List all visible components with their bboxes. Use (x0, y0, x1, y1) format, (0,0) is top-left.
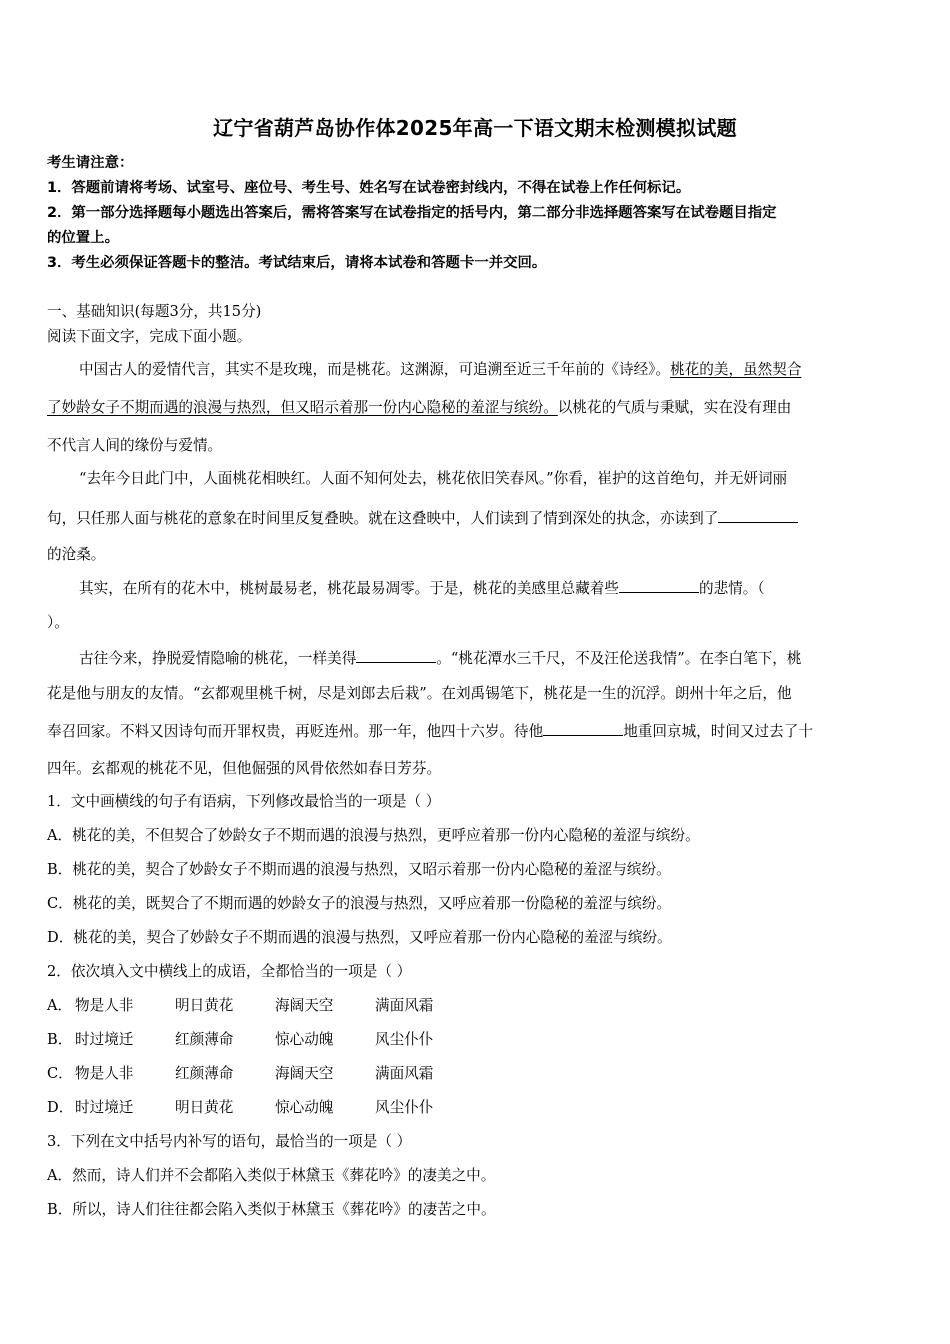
option-word: 物是人非 (75, 1065, 134, 1082)
passage-line: 花是他与朋友的友情。“玄都观里桃千树，尽是刘郎去后栽”。在刘禹锡笔下，桃花是一生的沉浮。朗州十年之后，他 (47, 685, 792, 702)
passage-line (47, 398, 907, 418)
fill-blank (543, 721, 623, 736)
question-option[interactable]: D．桃花的美，契合了妙龄女子不期而遇的浪漫与热烈，又呼应着那一份内心隐秘的羞涩与缤纷。 (47, 929, 672, 946)
passage-text: 句，只任那人面与桃花的意象在时间里反复叠映。就在这叠映中，人们读到了情到深处的执念，亦读到了 (47, 510, 719, 527)
question-option[interactable] (47, 1064, 907, 1084)
passage-line (47, 508, 907, 529)
question-stem: 1．文中画横线的句子有语病，下列修改最恰当的一项是（ ） (47, 793, 441, 810)
option-word: 时过境迁 (75, 1031, 134, 1048)
notice-item: 1．答题前请将考场、试室号、座位号、考生号、姓名写在试卷密封线内，不得在试卷上作任何标记。 (47, 180, 691, 196)
passage-text: 的悲情。（ (698, 580, 765, 597)
passage-text: 。“桃花潭水三千尺，不及汪伦送我情”。在李白笔下，桃 (436, 650, 802, 667)
notice-item: 2．第一部分选择题每小题选出答案后，需将答案写在试卷指定的括号内，第二部分非选择题答案写在试卷题目指定 (47, 205, 777, 221)
question-option[interactable] (47, 1098, 907, 1118)
passage-text: 其实，在所有的花木中，桃树最易老，桃花最易凋零。于是，桃花的美感里总藏着些 (79, 580, 619, 597)
passage-line: 四年。玄都观的桃花不见，但他倔强的风骨依然如春日芳芬。 (47, 760, 442, 777)
question-option[interactable]: B．桃花的美，契合了妙龄女子不期而遇的浪漫与热烈，又昭示着那一份内心隐秘的羞涩与缤纷。 (47, 861, 671, 878)
passage-line: 不代言人间的缘份与爱情。 (47, 437, 223, 454)
passage-line: 的沧桑。 (47, 546, 106, 563)
option-word: 时过境迁 (75, 1099, 134, 1116)
passage-line (47, 721, 907, 742)
page-title: 辽宁省葫芦岛协作体2025年高一下语文期末检测模拟试题 (213, 116, 737, 140)
passage-text: 古往今来，挣脱爱情隐喻的桃花，一样美得 (79, 650, 357, 667)
option-word: 惊心动魄 (275, 1099, 334, 1116)
question-option[interactable]: B．所以，诗人们往往都会陷入类似于林黛玉《葬花吟》的凄苦之中。 (47, 1201, 496, 1218)
passage-text: 以桃花的气质与秉赋，实在没有理由 (557, 399, 792, 416)
fill-blank (619, 578, 699, 593)
option-label: D． (47, 1099, 74, 1116)
question-option[interactable]: A．桃花的美，不但契合了妙龄女子不期而遇的浪漫与热烈，更呼应着那一份内心隐秘的羞涩与缤纷。 (47, 827, 700, 844)
option-word: 物是人非 (75, 997, 134, 1014)
passage-paragraph-2: “去年今日此门中，人面桃花相映红。人面不知何处去，桃花依旧笑春风。”你看，崔护的这首绝句，并无妍词丽 (79, 470, 788, 487)
question-option[interactable] (47, 996, 907, 1016)
option-label: A． (47, 997, 73, 1014)
section-heading: 一、基础知识(每题3分，共15分) (47, 303, 262, 320)
fill-blank (356, 648, 436, 663)
option-word: 风尘仆仆 (375, 1031, 434, 1048)
option-word: 明日黄花 (175, 997, 234, 1014)
option-word: 海阔天空 (275, 1065, 334, 1082)
option-word: 满面风霜 (375, 997, 434, 1014)
option-word: 海阔天空 (275, 997, 334, 1014)
option-label: B． (47, 1031, 73, 1048)
question-stem: 3．下列在文中括号内补写的语句，最恰当的一项是（ ） (47, 1133, 412, 1150)
passage-text: 地重回京城，时间又过去了十 (623, 723, 813, 740)
passage-paragraph-3 (47, 578, 939, 599)
question-option[interactable] (47, 1030, 907, 1050)
question-stem: 2．依次填入文中横线上的成语，全都恰当的一项是（ ） (47, 963, 412, 980)
option-word: 红颜薄命 (175, 1031, 234, 1048)
notice-item: 的位置上。 (47, 230, 119, 246)
passage-line: ）。 (47, 614, 69, 631)
passage-text: 奉召回家。不料又因诗句而开罪权贵，再贬连州。那一年，他四十六岁。待他 (47, 723, 544, 740)
option-word: 红颜薄命 (175, 1065, 234, 1082)
notice-heading: 考生请注意： (47, 155, 134, 171)
option-label: C． (47, 1065, 73, 1082)
question-option[interactable]: C．桃花的美，既契合了不期而遇的妙龄女子的浪漫与热烈，又呼应着那一份隐秘的羞涩与缤纷。 (47, 895, 672, 912)
option-word: 明日黄花 (175, 1099, 234, 1116)
passage-text: 中国古人的爱情代言，其实不是玫瑰，而是桃花。这渊源，可追溯至近三千年前的《诗经》。 (79, 361, 671, 378)
underlined-sentence: 桃花的美，虽然契合 (670, 361, 802, 378)
fill-blank (718, 508, 798, 523)
option-word: 满面风霜 (375, 1065, 434, 1082)
passage-paragraph-4 (47, 648, 939, 669)
question-option[interactable]: A．然而，诗人们并不会都陷入类似于林黛玉《葬花吟》的凄美之中。 (47, 1167, 496, 1184)
underlined-sentence: 了妙龄女子不期而遇的浪漫与热烈，但又昭示着那一份内心隐秘的羞涩与缤纷。 (47, 399, 558, 416)
passage-paragraph-1 (47, 360, 939, 380)
notice-item: 3．考生必须保证答题卡的整洁。考试结束后，请将本试卷和答题卡一并交回。 (47, 255, 547, 271)
option-word: 惊心动魄 (275, 1031, 334, 1048)
option-word: 风尘仆仆 (375, 1099, 434, 1116)
section-instruction: 阅读下面文字，完成下面小题。 (47, 328, 252, 345)
